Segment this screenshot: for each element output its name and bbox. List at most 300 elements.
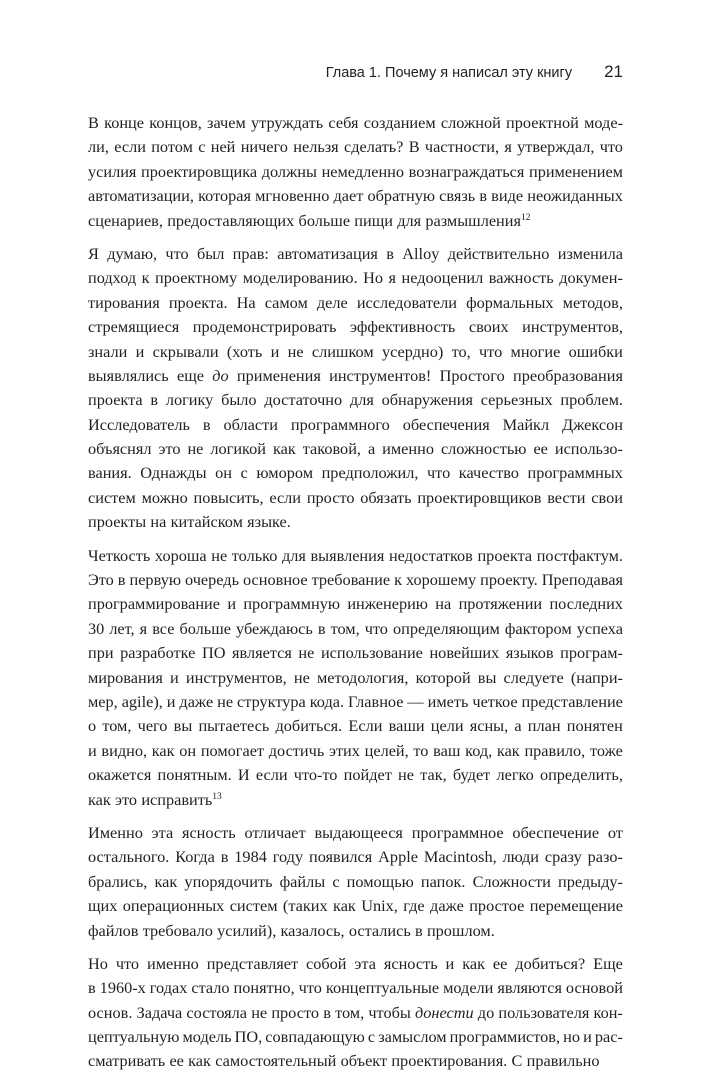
word: языков: [505, 643, 554, 663]
word: постфактум.: [536, 545, 623, 565]
text-line: [88, 544, 623, 568]
text-line: [88, 788, 623, 812]
word: сложной: [440, 113, 501, 132]
text-line: [88, 568, 623, 592]
word: пойдет: [343, 765, 392, 785]
word: в: [323, 1002, 331, 1022]
word: что: [599, 137, 623, 157]
word: перемещение: [529, 896, 623, 916]
word: использо-: [554, 439, 623, 459]
word: что: [298, 978, 322, 998]
word: так,: [420, 765, 447, 785]
word: вести: [547, 487, 586, 507]
word: в: [415, 920, 423, 940]
text-line: [88, 291, 623, 315]
word: это: [158, 439, 181, 459]
word: ПО: [201, 643, 226, 663]
word: должны: [261, 161, 317, 181]
word: с: [367, 1027, 376, 1047]
word: области: [223, 414, 278, 434]
text-line: [88, 111, 623, 135]
word: исправить: [141, 789, 213, 809]
word: выдающееся: [314, 822, 403, 842]
word: цептуальную: [88, 1027, 180, 1047]
word: проекта: [88, 390, 143, 410]
word: именно: [146, 953, 199, 973]
text-line: [88, 1049, 623, 1073]
word: четкое: [472, 691, 518, 711]
word: недостатков: [388, 545, 473, 565]
word: понятным.: [157, 765, 232, 785]
word: окажется: [88, 765, 152, 785]
text-line: [88, 845, 623, 869]
word: с: [240, 463, 248, 483]
word: основное: [243, 570, 308, 590]
text-line: [88, 413, 623, 437]
word: при: [88, 643, 114, 663]
word: в: [202, 414, 211, 434]
word: сложностью: [440, 439, 527, 459]
word: хороша: [154, 545, 207, 565]
word: качество: [458, 463, 519, 483]
word: Однажды: [140, 463, 207, 483]
word: операционных: [122, 896, 225, 916]
word: отличает: [244, 822, 306, 842]
word: скрывали: [152, 341, 219, 361]
text-line: [88, 1025, 623, 1049]
word: сразу: [544, 847, 582, 867]
word: представляет: [206, 953, 299, 973]
word: ли,: [88, 137, 109, 157]
word: недооценил: [401, 268, 484, 288]
word: проекта: [477, 545, 533, 565]
word: не: [293, 667, 310, 687]
word: понятно,: [233, 978, 295, 998]
word: том,: [102, 716, 132, 736]
word: первую: [129, 570, 181, 590]
word: прошлом.: [426, 920, 495, 940]
word: систем: [88, 487, 136, 507]
text-line: [88, 952, 623, 976]
text-line: [88, 617, 623, 641]
text-line: [88, 690, 623, 714]
word: программного: [290, 414, 390, 434]
word: обеспечение: [512, 822, 600, 842]
word: самостоятельный: [215, 1051, 337, 1071]
word: Именно: [88, 822, 143, 842]
word: больше: [179, 618, 231, 638]
word: хорошему: [405, 570, 477, 590]
word: мирования: [88, 667, 163, 687]
word: тоже: [589, 740, 623, 760]
word: что-то: [293, 765, 338, 785]
word: замыслом: [378, 1027, 447, 1047]
word: как: [188, 1051, 211, 1071]
text-line: [88, 209, 623, 233]
word: достаточно: [264, 390, 343, 410]
text-line: [88, 592, 623, 616]
word: он: [215, 463, 232, 483]
page-number: 21: [604, 62, 623, 81]
word: Исследователь: [88, 414, 190, 434]
word: 1984: [234, 847, 267, 867]
word: методов,: [562, 292, 623, 312]
word: эффективность: [349, 317, 456, 337]
word: ваши: [388, 716, 425, 736]
word: а: [514, 716, 522, 736]
text-line: [88, 894, 623, 918]
word: 1960-х: [99, 978, 146, 998]
word: юмором: [256, 463, 314, 483]
word: и: [270, 341, 280, 361]
word: концептуальные: [325, 978, 440, 998]
word: Еще: [593, 953, 623, 973]
word: как: [154, 871, 178, 891]
word: что: [426, 463, 451, 483]
word: Я: [88, 243, 99, 263]
word: ваш: [433, 740, 461, 760]
word: тирования: [88, 292, 160, 312]
word: выявления: [310, 545, 385, 565]
word: прав:: [232, 243, 269, 263]
word: правило,: [524, 740, 586, 760]
word: подход: [88, 268, 137, 288]
word: люди: [502, 847, 540, 867]
word: программную: [243, 594, 341, 614]
word: от: [607, 822, 623, 842]
word: это: [115, 789, 138, 809]
word: успеха: [576, 618, 623, 638]
word: и: [583, 1027, 592, 1047]
text-line: [88, 919, 623, 943]
word: совпадающую: [265, 1027, 365, 1047]
text-line: [88, 510, 623, 534]
text-line: [88, 641, 623, 665]
word: связь: [439, 186, 476, 206]
word: правильно: [526, 1051, 600, 1071]
word: очередь: [185, 570, 239, 590]
word: является: [232, 643, 292, 663]
word: к: [141, 268, 150, 288]
word: усилия: [88, 161, 137, 181]
word: основ.: [88, 1002, 133, 1022]
word: помогает: [200, 740, 265, 760]
word: программных: [527, 463, 623, 483]
word: обнаружения: [381, 390, 473, 410]
word: ее: [492, 953, 508, 973]
word: помощью: [346, 871, 414, 891]
word: структура: [237, 691, 306, 711]
word: проектировщика: [141, 161, 258, 181]
word: и: [166, 691, 176, 711]
word: для: [397, 210, 422, 230]
word: С: [511, 1051, 523, 1071]
word: изменила: [557, 243, 623, 263]
word: логикой: [210, 439, 266, 459]
word: Это: [88, 570, 114, 590]
word: серьезных: [480, 390, 553, 410]
text-line: [88, 160, 623, 184]
word: языке.: [247, 512, 291, 532]
word: остались: [348, 920, 411, 940]
word: в: [386, 243, 394, 263]
word: объяснял: [88, 439, 152, 459]
word: усердно): [381, 341, 444, 361]
word: виде: [491, 186, 524, 206]
chapter-title: Глава 1. Почему я написал эту книгу: [325, 65, 573, 81]
word: он: [179, 740, 197, 760]
word: нельзя: [293, 137, 339, 157]
word: был: [196, 243, 225, 263]
word: и: [445, 953, 455, 973]
word: потом: [151, 137, 193, 157]
word: Если: [348, 716, 383, 736]
word: проекту.: [480, 570, 538, 590]
word: если: [269, 487, 302, 507]
word: фактором: [504, 618, 572, 638]
word: не: [211, 545, 228, 565]
text-line: [88, 184, 623, 208]
word: Задача: [136, 1002, 183, 1022]
word: что: [115, 953, 140, 973]
word: формальных: [466, 292, 554, 312]
word: как: [272, 439, 296, 459]
word: вы: [477, 667, 497, 687]
word: таковой,: [302, 439, 361, 459]
text-line: [88, 486, 623, 510]
text-line: [88, 976, 623, 1000]
word: собой: [305, 953, 347, 973]
text-line: [88, 388, 623, 412]
body-text: [88, 111, 623, 1083]
word: на: [435, 594, 452, 614]
word: Преподавая: [541, 570, 623, 590]
word: Unix,: [361, 896, 398, 916]
word: казалось,: [280, 920, 345, 940]
word: своих: [468, 317, 509, 337]
text-line: [88, 364, 623, 388]
word: И: [237, 765, 250, 785]
word: действительно: [447, 243, 550, 263]
text-line: [88, 135, 623, 159]
word: даже: [430, 896, 464, 916]
word: программное: [411, 822, 504, 842]
word: 30: [88, 618, 105, 638]
word: кода.: [309, 691, 345, 711]
word: мгновенно: [255, 186, 330, 206]
word: как: [496, 740, 520, 760]
word: (таких: [282, 896, 328, 916]
word: как: [88, 789, 111, 809]
word: конце: [104, 113, 144, 132]
word: до: [212, 365, 229, 385]
word: для: [349, 390, 374, 410]
word: многие: [510, 341, 561, 361]
word: и: [88, 740, 97, 760]
word: ничего: [240, 137, 288, 157]
word: автоматизация: [277, 243, 378, 263]
word: свои: [591, 487, 623, 507]
word: инструментов!: [329, 365, 432, 385]
word: программистов,: [449, 1027, 561, 1047]
word: не: [398, 765, 414, 785]
word: эта: [354, 953, 376, 973]
word: просто: [271, 1002, 319, 1022]
word: чего: [137, 716, 168, 736]
word: Майкл: [502, 414, 550, 434]
word: брались,: [88, 871, 148, 891]
word: для: [281, 545, 306, 565]
word: частности,: [424, 137, 500, 157]
word: этих: [328, 740, 360, 760]
word: том,: [330, 618, 360, 638]
word-with-footnote: [425, 209, 530, 233]
word: проекта.: [168, 292, 228, 312]
word: донести: [415, 1002, 474, 1022]
word: (напри-: [570, 667, 623, 687]
word: но: [563, 1027, 580, 1047]
word: предоставляющих: [167, 210, 295, 230]
word: не: [251, 1002, 268, 1022]
word: проекты: [88, 512, 147, 532]
word: применением: [528, 161, 623, 181]
word: ее: [169, 1051, 184, 1071]
word: размышления: [425, 210, 521, 230]
word: в: [88, 978, 96, 998]
word: Четкость: [88, 545, 151, 565]
word: сматривать: [88, 1051, 166, 1071]
word: легко: [496, 765, 534, 785]
word: которой: [415, 667, 471, 687]
word: как: [333, 896, 356, 916]
word: последних: [549, 594, 623, 614]
word: просто: [306, 487, 355, 507]
text-line: [88, 666, 623, 690]
word: Apple: [378, 847, 418, 867]
word: целей,: [364, 740, 409, 760]
word: как: [462, 953, 485, 973]
word: ясны,: [469, 716, 509, 736]
word: появился: [309, 847, 373, 867]
word: зачем: [207, 113, 246, 132]
word: знали: [88, 341, 128, 361]
word: (хоть: [226, 341, 263, 361]
text-line: [88, 763, 623, 787]
word: Когда: [175, 847, 215, 867]
word: щих: [88, 896, 118, 916]
word: добиться.: [275, 716, 343, 736]
text-line: [88, 340, 623, 364]
word: эта: [151, 822, 174, 842]
text-line: [88, 870, 623, 894]
word: применения: [236, 365, 321, 385]
word: проблем.: [560, 390, 623, 410]
word: в: [220, 847, 229, 867]
word: мер,: [88, 691, 118, 711]
word: в: [479, 186, 488, 206]
text-line: [88, 242, 623, 266]
word: до: [477, 1002, 495, 1022]
word: кон-: [593, 1002, 623, 1022]
word: сделать?: [343, 137, 404, 157]
word: с: [198, 137, 206, 157]
footnote-marker[interactable]: 12: [520, 212, 531, 223]
word: ясность: [383, 953, 438, 973]
word: ней: [210, 137, 236, 157]
word: добиться?: [515, 953, 586, 973]
word: докумен-: [559, 268, 623, 288]
word: я: [504, 137, 512, 157]
word: моде-: [584, 113, 623, 132]
word: немедленно: [321, 161, 405, 181]
word: agile),: [121, 691, 163, 711]
word: В: [408, 137, 420, 157]
word: стало: [191, 978, 230, 998]
word: в: [317, 618, 326, 638]
word: ПО,: [234, 1027, 263, 1047]
word: автоматизации,: [88, 186, 194, 206]
word: инструментов,: [185, 667, 287, 687]
word: именно: [382, 439, 434, 459]
word: вы: [173, 716, 193, 736]
word: не: [287, 341, 304, 361]
word: проектной: [506, 113, 579, 132]
word: не: [187, 439, 204, 459]
word: было: [221, 390, 257, 410]
paragraph: [88, 821, 623, 943]
word: все: [152, 618, 175, 638]
word: ее: [533, 439, 548, 459]
word: исследователи: [356, 292, 457, 312]
word: том,: [335, 1002, 365, 1022]
word: где: [403, 896, 425, 916]
word: пытаетесь: [198, 716, 270, 736]
word: стремящиеся: [88, 317, 180, 337]
word: выявлялись: [88, 365, 169, 385]
word: На: [236, 292, 256, 312]
word: с: [332, 871, 340, 891]
word: Alloy: [402, 243, 440, 263]
word: основой: [565, 978, 623, 998]
word: програм-: [560, 643, 623, 663]
word: файлов: [88, 920, 139, 940]
word: модель: [182, 1027, 232, 1047]
word: утверждал,: [517, 137, 595, 157]
word: определить,: [539, 765, 623, 785]
word: рас-: [594, 1027, 623, 1047]
word: следуете: [503, 667, 564, 687]
word: вания.: [88, 463, 132, 483]
text-line: [88, 1001, 623, 1025]
word: важность: [488, 268, 554, 288]
word: обеспечения: [402, 414, 490, 434]
word: разработке: [120, 643, 196, 663]
word: и: [227, 594, 237, 614]
footnote-marker[interactable]: 13: [212, 791, 222, 802]
word: продемонстрировать: [192, 317, 337, 337]
word: Но: [363, 268, 384, 288]
text-line: [88, 821, 623, 845]
word: простое: [469, 896, 525, 916]
text-line: [88, 315, 623, 339]
word: чтобы: [368, 1002, 411, 1022]
word: усилий),: [217, 920, 277, 940]
word: программирование: [88, 594, 220, 614]
word: иметь: [427, 691, 469, 711]
word: пищи: [354, 210, 393, 230]
paragraph: [88, 544, 623, 812]
word: а: [367, 439, 376, 459]
